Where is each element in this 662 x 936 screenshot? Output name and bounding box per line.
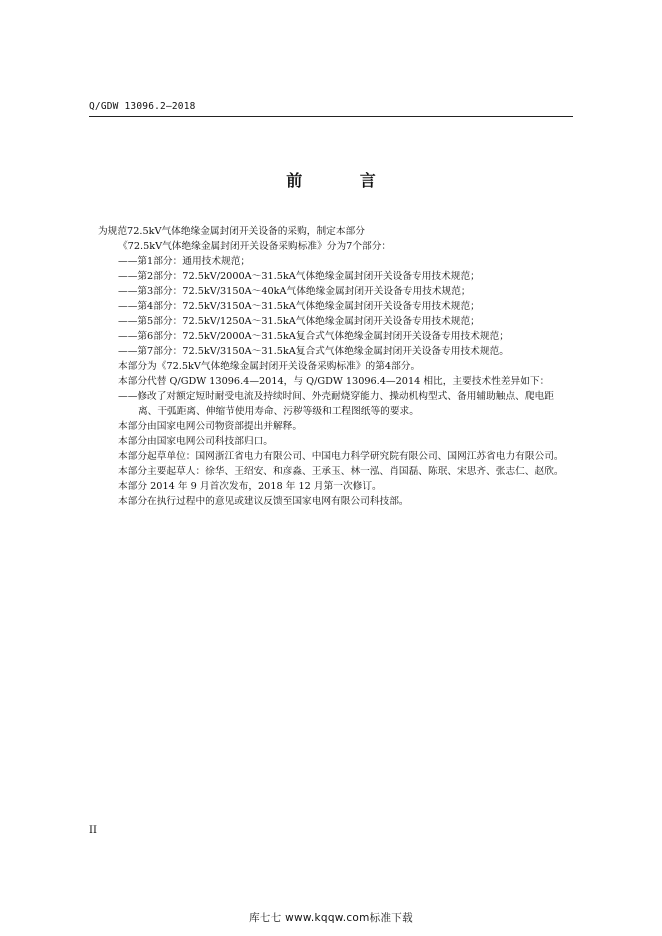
- list-item: ——第4部分：72.5kV/3150A～31.5kA气体绝缘金属封闭开关设备专用技术规范；: [118, 301, 480, 312]
- list-item: ——第5部分：72.5kV/1250A～31.5kA气体绝缘金属封闭开关设备专用技术规范；: [118, 316, 480, 327]
- paragraph: 本部分由国家电网公司物资部提出并解释。: [118, 421, 303, 432]
- list-item: ——修改了对额定短时耐受电流及持续时间、外壳耐烧穿能力、操动机构型式、备用辅助触点、爬电距离、干弧距离、伸缩节使用寿命、污秽等级和工程图纸等的要求。: [118, 391, 554, 417]
- foreword-body: [98, 224, 568, 509]
- list-item: ——第3部分：72.5kV/3150A～40kA气体绝缘金属封闭开关设备专用技术规范；: [118, 286, 471, 297]
- paragraph: 本部分为《72.5kV气体绝缘金属封闭开关设备采购标准》的第4部分。: [118, 361, 421, 372]
- paragraph: 本部分 2014 年 9 月首次发布，2018 年 12 月第一次修订。: [118, 481, 382, 492]
- list-item: ——第7部分：72.5kV/3150A～31.5kA复合式气体绝缘金属封闭开关设备专用技术规范。: [118, 346, 509, 357]
- paragraph: 为规范72.5kV气体绝缘金属封闭开关设备的采购，制定本部分: [98, 226, 365, 237]
- list-item: ——第1部分：通用技术规范；: [118, 256, 251, 267]
- header-rule: [89, 116, 573, 117]
- paragraph: 本部分主要起草人：徐华、王绍安、和彦淼、王承玉、林一泓、肖国磊、陈珉、宋思齐、张志仁、赵欣。: [118, 466, 564, 477]
- list-item: ——第2部分：72.5kV/2000A～31.5kA气体绝缘金属封闭开关设备专用技术规范；: [118, 271, 480, 282]
- page-title: 前 言: [286, 171, 402, 190]
- watermark-footer: 库七七 www.kqqw.com标准下载: [249, 912, 413, 924]
- paragraph: 本部分由国家电网公司科技部归口。: [118, 436, 273, 447]
- paragraph: 《72.5kV气体绝缘金属封闭开关设备采购标准》分为7个部分：: [118, 241, 392, 252]
- paragraph: 本部分起草单位：国网浙江省电力有限公司、中国电力科学研究院有限公司、国网江苏省电力有限公司。: [118, 451, 564, 462]
- paragraph: 本部分代替 Q/GDW 13096.4—2014，与 Q/GDW 13096.4—2014 相比，主要技术性差异如下：: [118, 376, 550, 387]
- page-number: II: [89, 825, 97, 836]
- list-item: ——第6部分：72.5kV/2000A～31.5kA复合式气体绝缘金属封闭开关设备专用技术规范；: [118, 331, 509, 342]
- paragraph: 本部分在执行过程中的意见或建议反馈至国家电网有限公司科技部。: [118, 496, 409, 507]
- standard-code: Q/GDW 13096.2—2018: [89, 101, 196, 112]
